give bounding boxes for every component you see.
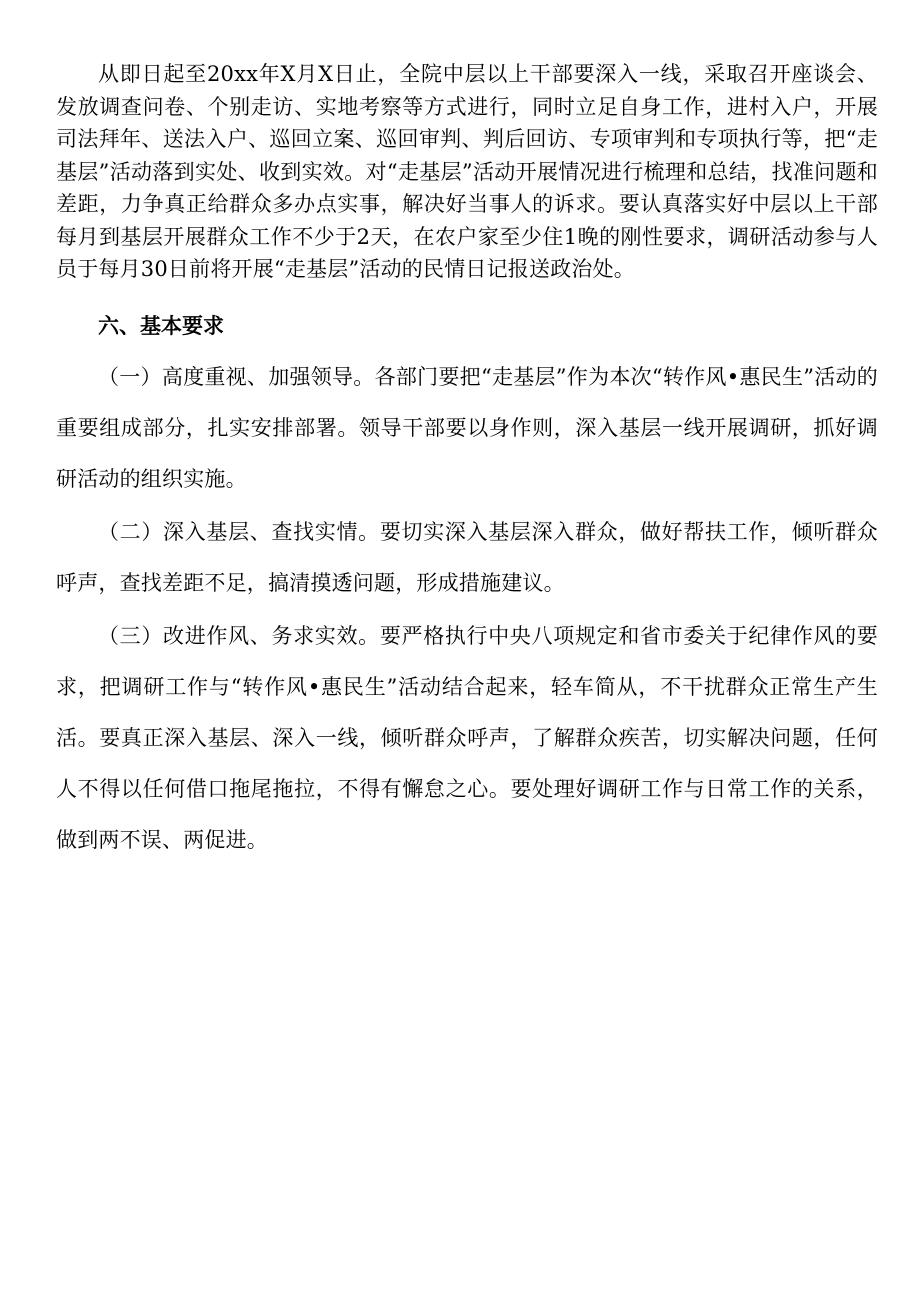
- section-heading: 六、基本要求: [98, 313, 224, 338]
- requirement-paragraph-1: （一）高度重视、加强领导。各部门要把“走基层”作为本次“转作风•惠民生”活动的重要组成部分，扎实安排部署。领导干部要以身作则，深入基层一线开展调研，抓好调研活动的组织实施。: [56, 364, 878, 491]
- document-page: [56, 58, 878, 866]
- requirement-paragraph-2: （二）深入基层、查找实情。要切实深入基层深入群众，做好帮扶工作，倾听群众呼声，查找差距不足，搞清摸透问题，形成措施建议。: [56, 519, 878, 595]
- intro-paragraph: 从即日起至20xx年X月X日止，全院中层以上干部要深入一线，采取召开座谈会、发放调查问卷、个别走访、实地考察等方式进行，同时立足自身工作，进村入户，开展司法拜年、送法入户、巡回立案、巡回审判、判后回访、专项审判和专项执行等，把“走基层”活动落到实处、收到实效。对“走基层”活动开展情况进行梳理和总结，找准问题和差距，力争真正给群众多办点实事，解决好当事人的诉求。要认真落实好中层以上干部每月到基层开展群众工作不少于2天，在农户家至少住1晚的刚性要求，调研活动参与人员于每月30日前将开展“走基层”活动的民情日记报送政治处。: [56, 62, 878, 281]
- requirement-paragraph-3: （三）改进作风、务求实效。要严格执行中央八项规定和省市委关于纪律作风的要求，把调研工作与“转作风•惠民生”活动结合起来，轻车简从，不干扰群众正常生产生活。要真正深入基层、深入一线，倾听群众呼声，了解群众疾苦，切实解决问题，任何人不得以任何借口拖尾拖拉，不得有懈怠之心。要处理好调研工作与日常工作的关系，做到两不误、两促进。: [56, 623, 878, 852]
